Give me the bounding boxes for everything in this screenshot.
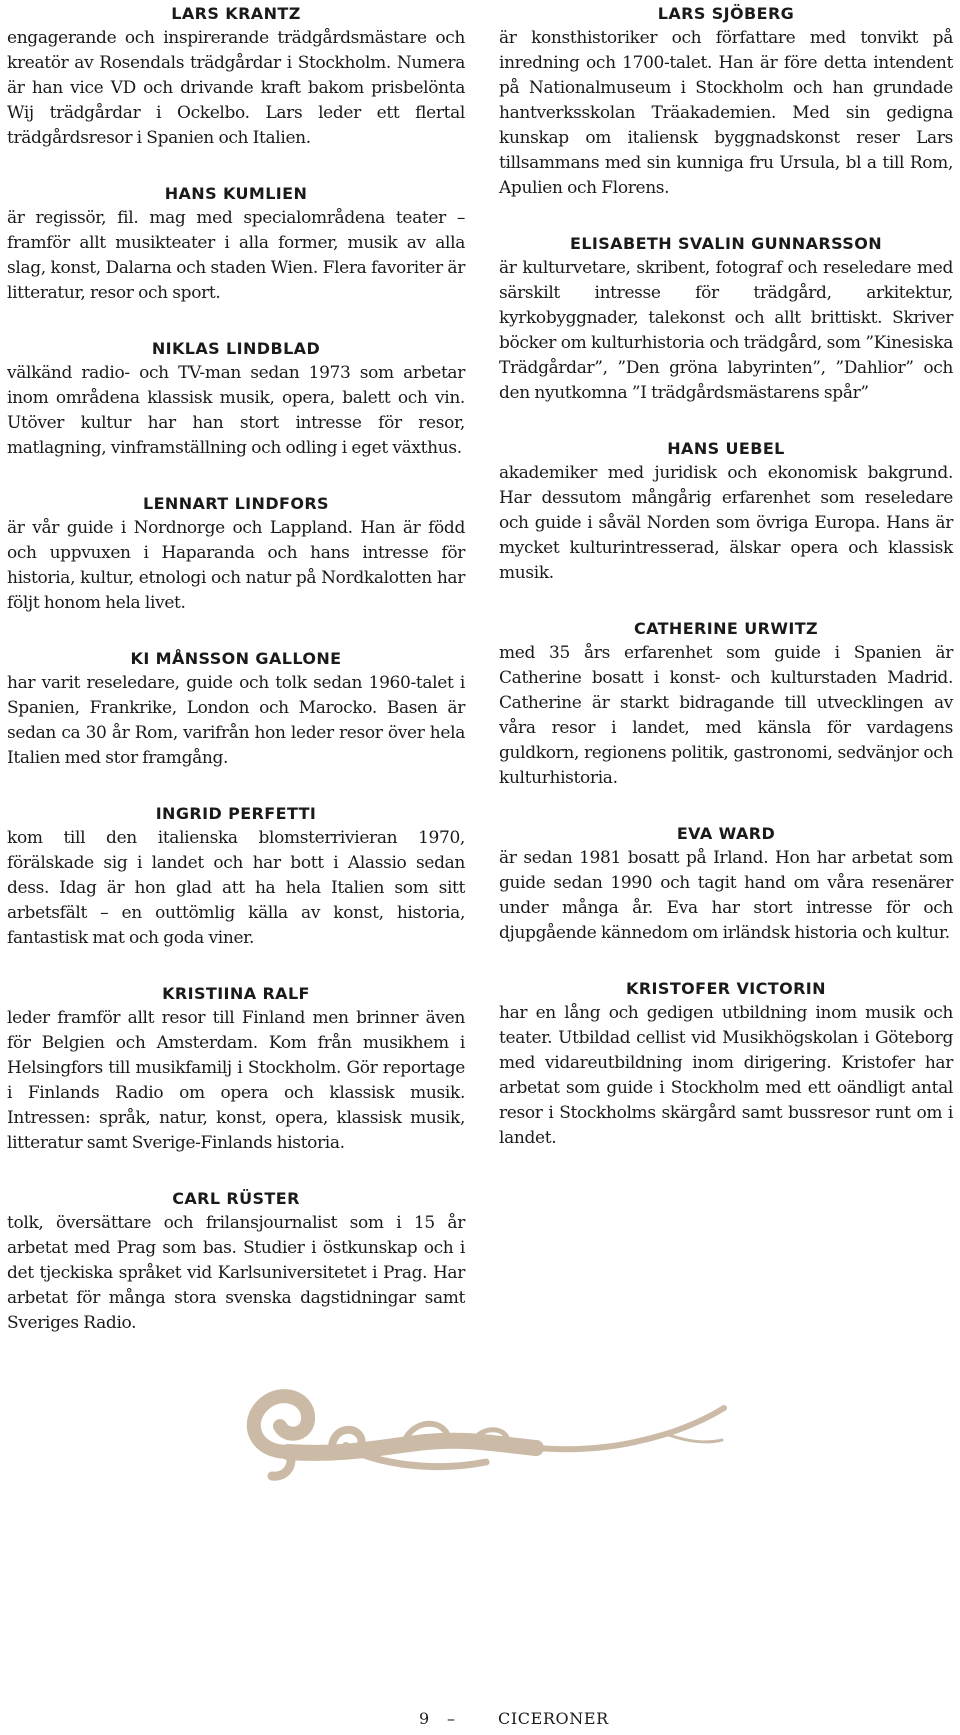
- guide-bio: har en lång och gedigen utbildning inom musik och teater. Utbildad cellist vid Musikhögskolan i Göteborg med vidareutbildning inom dirigering. Kristofer har arbetat som guide i Stockholm med ett oändligt antal resor i Stockholms skärgård samt bussresor runt om i landet.: [499, 1003, 953, 1148]
- guide-entry: [7, 647, 465, 771]
- guide-name: ELISABETH SVALIN GUNNARSSON: [569, 234, 883, 253]
- guide-entry: [7, 982, 465, 1156]
- guide-name: CARL RÜSTER: [172, 1189, 300, 1208]
- flourish-ornament-icon: [236, 1382, 728, 1482]
- left-column: [7, 2, 465, 1367]
- guide-bio: leder framför allt resor till Finland men brinner även för Belgien och Amsterdam. Kom från musikhem i Helsingfors till musikfamilj i Stockholm. Gör reportage i Finlands Radio om opera och klassisk musik. Intressen: språk, natur, konst, opera, klassisk musik, litteratur samt Sverige-Finlands historia.: [7, 1008, 465, 1153]
- guide-entry: [499, 822, 953, 946]
- guide-name: LENNART LINDFORS: [143, 494, 329, 513]
- guide-entry: [7, 2, 465, 151]
- guide-entry: [7, 337, 465, 461]
- guide-entry: [499, 232, 953, 406]
- guide-entry: [499, 437, 953, 586]
- guide-name: CATHERINE URWITZ: [633, 619, 819, 638]
- guide-name: KRISTOFER VICTORIN: [626, 979, 826, 998]
- page-number: 9: [419, 1709, 430, 1728]
- right-column: [499, 2, 953, 1182]
- guide-bio: är konsthistoriker och författare med tonvikt på inredning och 1700-talet. Han är före detta intendent på Nationalmuseum i Stockholm och han grundade hantverksskolan Träakademien. Med sin gedigna kunskap om italiensk byggnadskonst reser Lars tillsammans med sin kunniga fru Ursula, bl a till Rom, Apulien och Florens.: [499, 28, 953, 198]
- guide-name: NIKLAS LINDBLAD: [151, 339, 321, 358]
- guide-bio: med 35 års erfarenhet som guide i Spanien är Catherine bosatt i konst- och kulturstaden Madrid. Catherine är starkt bidragande till utvecklingen av våra resor i landet, med känsla för vardagens guldkorn, regionens politik, gastronomi, sedvänjor och kulturhistoria.: [499, 643, 953, 788]
- guide-name: HANS UEBEL: [667, 439, 785, 458]
- guide-entry: [7, 492, 465, 616]
- guide-bio: engagerande och inspirerande trädgårdsmästare och kreatör av Rosendals trädgårdar i Stockholm. Numera är han vice VD och drivande kraft bakom prisbelönta Wij trädgårdar i Ockelbo. Lars leder ett flertal trädgårdsresor i Spanien och Italien.: [7, 28, 465, 148]
- guide-entry: [499, 2, 953, 201]
- guide-entry: [499, 977, 953, 1151]
- guide-name: EVA WARD: [676, 824, 776, 843]
- guide-name: LARS KRANTZ: [171, 4, 301, 23]
- guide-bio: välkänd radio- och TV-man sedan 1973 som arbetar inom områdena klassisk musik, opera, balett och vin. Utöver kultur har han stort intresse för resor, matlagning, vinframställning och odling i eget växthus.: [7, 363, 465, 458]
- guide-name: LARS SJÖBERG: [657, 4, 795, 23]
- footer-title: CICERONER: [498, 1709, 609, 1728]
- guide-entry: [7, 802, 465, 951]
- guide-bio: har varit reseledare, guide och tolk sedan 1960-talet i Spanien, Frankrike, London och Marocko. Basen är sedan ca 30 år Rom, varifrån hon leder resor över hela Italien med stor framgång.: [7, 673, 465, 768]
- page-footer: [0, 1709, 960, 1731]
- guide-bio: akademiker med juridisk och ekonomisk bakgrund. Har dessutom mångårig erfarenhet som reseledare och guide i såväl Norden som övriga Europa. Hans är mycket kulturintresserad, älskar opera och klassisk musik.: [499, 463, 953, 583]
- guide-bio: är vår guide i Nordnorge och Lappland. Han är född och uppvuxen i Haparanda och hans intresse för historia, kultur, etnologi och natur på Nordkalotten har följt honom hela livet.: [7, 518, 465, 613]
- guide-name: KRISTIINA RALF: [162, 984, 310, 1003]
- guide-bio: är kulturvetare, skribent, fotograf och reseledare med särskilt intresse för trädgård, arkitektur, kyrkobyggnader, talekonst och allt brittiskt. Skriver böcker om kulturhistoria och trädgård, som ”Kinesiska Trädgårdar”, ”Den gröna labyrinten”, ”Dahlior” och den nyutkomna ”I trädgårdsmästarens spår”: [499, 258, 953, 403]
- guide-name: HANS KUMLIEN: [164, 184, 308, 203]
- guide-bio: är regissör, fil. mag med specialområdena teater – framför allt musikteater i alla former, musik av alla slag, konst, Dalarna och staden Wien. Flera favoriter är litteratur, resor och sport.: [7, 208, 465, 303]
- guide-entry: [7, 1187, 465, 1336]
- footer-dash: –: [447, 1709, 455, 1728]
- guide-bio: är sedan 1981 bosatt på Irland. Hon har arbetat som guide sedan 1990 och tagit hand om våra resenärer under många år. Eva har stort intresse för och djupgående kännedom om irländsk historia och kultur.: [499, 848, 953, 943]
- guide-bio: kom till den italienska blomsterrivieran 1970, förälskade sig i landet och har bott i Alassio sedan dess. Idag är hon glad att ha hela Italien som sitt arbetsfält – en outtömlig källa av konst, historia, fantastisk mat och goda viner.: [7, 828, 465, 948]
- guide-name: KI MÅNSSON GALLONE: [130, 649, 342, 668]
- guide-bio: tolk, översättare och frilansjournalist som i 15 år arbetat med Prag som bas. Studier i östkunskap och i det tjeckiska språket vid Karlsuniversitetet i Prag. Har arbetat för många stora svenska dagstidningar samt Sveriges Radio.: [7, 1213, 465, 1333]
- guide-entry: [499, 617, 953, 791]
- guide-name: INGRID PERFETTI: [155, 804, 317, 823]
- guide-entry: [7, 182, 465, 306]
